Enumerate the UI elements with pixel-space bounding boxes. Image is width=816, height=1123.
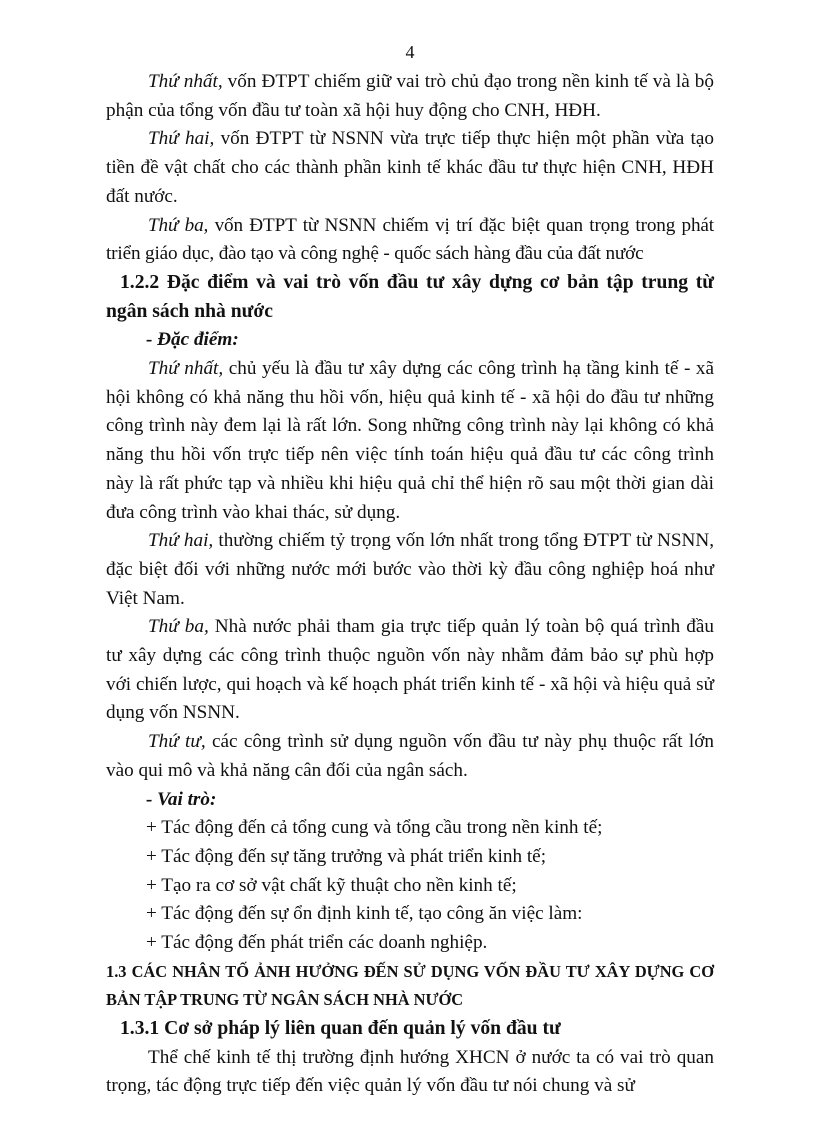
paragraph-text: vốn ĐTPT từ NSNN chiếm vị trí đặc biệt quan trọng trong phát triển giáo dục, đào tạo và công nghệ - quốc sách hàng đầu của đất nước bbox=[106, 214, 714, 265]
role-item: + Tạo ra cơ sở vật chất kỹ thuật cho nền kinh tế; bbox=[146, 874, 517, 896]
paragraph-feature-2 bbox=[106, 527, 714, 613]
paragraph-feature-1 bbox=[106, 355, 714, 527]
paragraph-text: Nhà nước phải tham gia trực tiếp quản lý toàn bộ quá trình đầu tư xây dựng các công trình thuộc nguồn vốn này nhằm đảm bảo sự phù hợp với chiến lược, qui hoạch và kế hoạch phát triển kinh tế - xã hội và hiệu quả sử dụng vốn NSNN. bbox=[106, 616, 715, 724]
page-number: 4 bbox=[405, 42, 415, 62]
paragraph-text: vốn ĐTPT từ NSNN vừa trực tiếp thực hiện một phần vừa tạo tiền đề vật chất cho các thành phần kinh tế khác đầu tư thực hiện CNH, HĐH đất nước. bbox=[106, 128, 715, 207]
paragraph-lead: Thứ hai, bbox=[148, 128, 215, 150]
roles-label: - Vai trò: bbox=[146, 788, 217, 810]
document-page bbox=[106, 40, 714, 1101]
role-item: + Tác động đến sự tăng trưởng và phát triển kinh tế; bbox=[146, 845, 547, 867]
paragraph-text: vốn ĐTPT chiếm giữ vai trò chủ đạo trong nền kinh tế và là bộ phận của tổng vốn đầu tư toàn xã hội huy động cho CNH, HĐH. bbox=[106, 71, 714, 121]
paragraph-text: chủ yếu là đầu tư xây dựng các công trình hạ tầng kinh tế - xã hội không có khả năng thu hồi vốn, hiệu quả kinh tế - xã hội do đầu tư những công trình này đem lại là rất lớn. Song những công trình này lại không có khả năng thu hồi vốn trực tiếp nên việc tính toán hiệu quả đầu tư các công trình này là rất phức tạp và nhiều khi hiệu quả chỉ thể hiện rõ sau một thời gian dài đưa công trình vào khai thác, sử dụng. bbox=[106, 358, 715, 523]
paragraph-legal-basis: Thể chế kinh tế thị trường định hướng XHCN ở nước ta có vai trò quan trọng, tác động trực tiếp đến việc quản lý vốn đầu tư nói chung và sử bbox=[106, 1046, 714, 1097]
features-label: - Đặc điểm: bbox=[146, 329, 239, 351]
paragraph-lead: Thứ hai, bbox=[148, 530, 214, 552]
role-item: + Tác động đến sự ổn định kinh tế, tạo công ăn việc làm: bbox=[146, 903, 583, 925]
paragraph-feature-3 bbox=[106, 613, 714, 728]
paragraph-lead: Thứ ba, bbox=[148, 214, 209, 236]
section-heading-1-3-1: 1.3.1 Cơ sở pháp lý liên quan đến quản lý vốn đầu tư bbox=[120, 1017, 561, 1039]
paragraph-second-role bbox=[106, 125, 714, 211]
role-item: + Tác động đến cả tổng cung và tổng cầu trong nền kinh tế; bbox=[146, 817, 603, 839]
section-heading-1-2-2: 1.2.2 Đặc điểm và vai trò vốn đầu tư xây dựng cơ bản tập trung từ ngân sách nhà nước bbox=[106, 271, 714, 322]
paragraph-lead: Thứ nhất, bbox=[148, 358, 224, 380]
paragraph-text: các công trình sử dụng nguồn vốn đầu tư này phụ thuộc rất lớn vào qui mô và khả năng cân đối của ngân sách. bbox=[106, 731, 714, 781]
role-item: + Tác động đến phát triển các doanh nghiệp. bbox=[146, 932, 488, 954]
paragraph-lead: Thứ ba, bbox=[148, 616, 209, 638]
paragraph-text: thường chiếm tỷ trọng vốn lớn nhất trong tổng ĐTPT từ NSNN, đặc biệt đối với những nước mới bước vào thời kỳ đầu công nghiệp hoá như Việt Nam. bbox=[106, 530, 715, 609]
paragraph-feature-4 bbox=[106, 728, 714, 785]
section-heading-1-3: 1.3 CÁC NHÂN TỐ ẢNH HƯỞNG ĐẾN SỬ DỤNG VỐN ĐẦU TƯ XÂY DỰNG CƠ BẢN TẬP TRUNG TỪ NGÂN SÁCH NHÀ NƯỚC bbox=[106, 961, 714, 1010]
paragraph-lead: Thứ tư, bbox=[148, 731, 206, 753]
paragraph-first-role bbox=[106, 68, 714, 125]
paragraph-lead: Thứ nhất, bbox=[148, 71, 223, 92]
paragraph-third-role bbox=[106, 212, 714, 269]
